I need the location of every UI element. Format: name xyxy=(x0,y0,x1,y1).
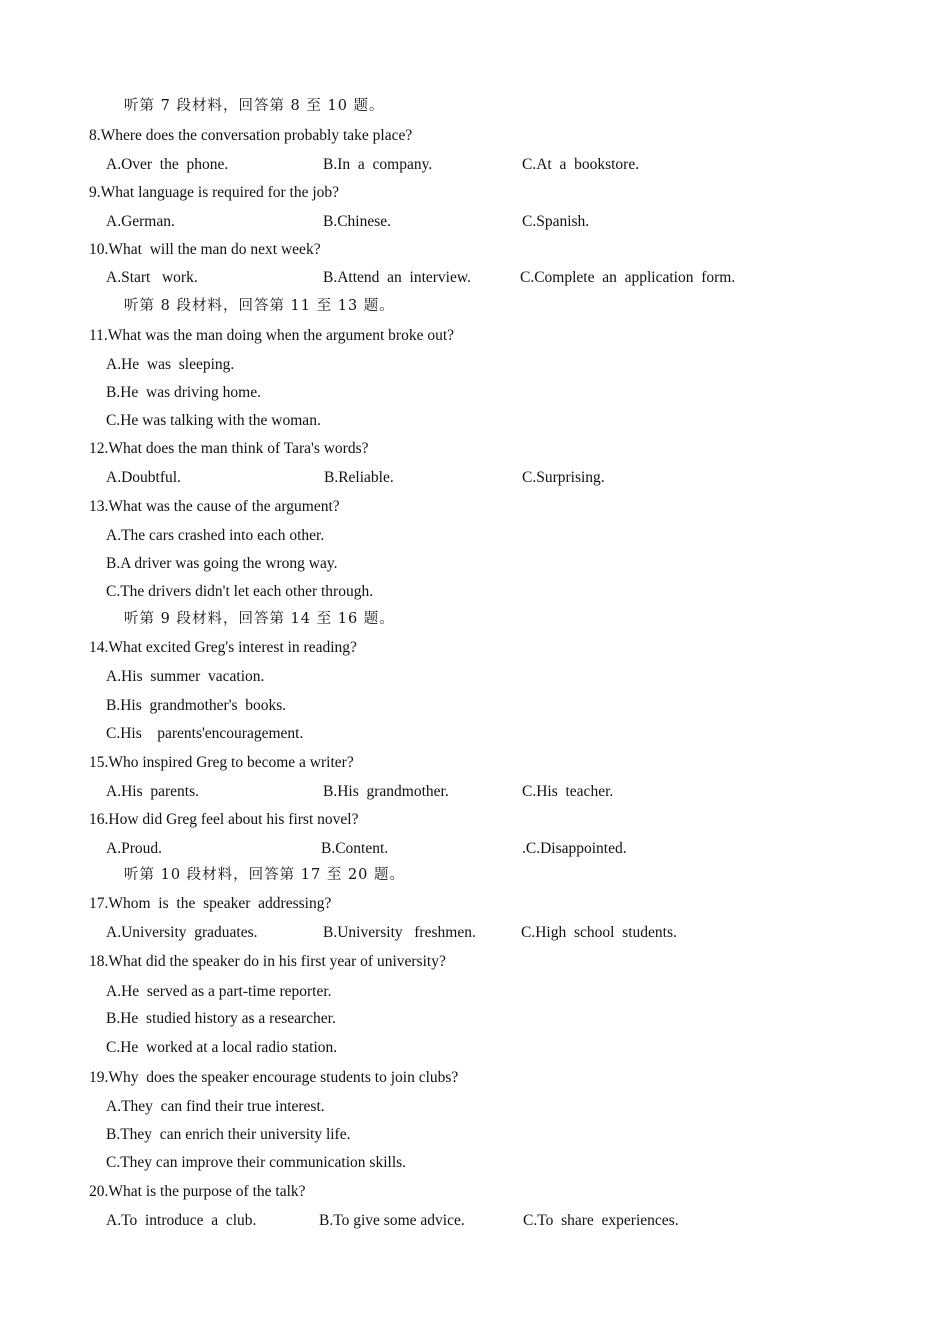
q9-option-b: B.Chinese. xyxy=(323,213,392,230)
section-header-7: 听第 7 段材料，回答第 8 至 10 题。 xyxy=(124,98,385,114)
q9-option-a: A.German. xyxy=(106,213,175,230)
section-header-8: 听第 8 段材料，回答第 11 至 13 题。 xyxy=(124,298,395,314)
q19-option-a: A.They can find their true interest. xyxy=(106,1098,325,1115)
q10-option-c: C.Complete an application form. xyxy=(520,269,736,286)
q12-option-a: A.Doubtful. xyxy=(106,469,181,486)
q12-option-b: B.Reliable. xyxy=(324,469,394,486)
q18-option-a: A.He served as a part-time reporter. xyxy=(106,983,332,1000)
q17-option-b: B.University freshmen. xyxy=(323,924,476,941)
section-header-10: 听第 10 段材料，回答第 17 至 20 题。 xyxy=(124,867,406,883)
q8-option-a: A.Over the phone. xyxy=(106,156,229,173)
q20-option-c: C.To share experiences. xyxy=(523,1212,679,1229)
q20-option-b: B.To give some advice. xyxy=(319,1212,465,1229)
q15-option-c: C.His teacher. xyxy=(522,783,614,800)
question-13: 13.What was the cause of the argument? xyxy=(89,498,340,515)
question-17: 17.Whom is the speaker addressing? xyxy=(89,895,332,912)
q18-option-b: B.He studied history as a researcher. xyxy=(106,1010,336,1027)
q18-option-c: C.He worked at a local radio station. xyxy=(106,1039,338,1056)
q16-option-a: A.Proud. xyxy=(106,840,162,857)
q13-option-c: C.The drivers didn't let each other through. xyxy=(106,583,374,600)
q16-option-b: B.Content. xyxy=(321,840,389,857)
question-10: 10.What will the man do next week? xyxy=(89,241,321,258)
q10-option-b: B.Attend an interview. xyxy=(323,269,471,286)
question-15: 15.Who inspired Greg to become a writer? xyxy=(89,754,354,771)
q16-option-c: .C.Disappointed. xyxy=(522,840,627,857)
q15-option-a: A.His parents. xyxy=(106,783,199,800)
q11-option-b: B.He was driving home. xyxy=(106,384,261,401)
q11-option-a: A.He was sleeping. xyxy=(106,356,235,373)
q17-option-c: C.High school students. xyxy=(521,924,677,941)
q19-option-b: B.They can enrich their university life. xyxy=(106,1126,351,1143)
q10-option-a: A.Start work. xyxy=(106,269,198,286)
question-16: 16.How did Greg feel about his first novel? xyxy=(89,811,359,828)
question-19: 19.Why does the speaker encourage students to join clubs? xyxy=(89,1069,459,1086)
q14-option-a: A.His summer vacation. xyxy=(106,668,265,685)
q13-option-a: A.The cars crashed into each other. xyxy=(106,527,325,544)
question-12: 12.What does the man think of Tara's words? xyxy=(89,440,369,457)
q13-option-b: B.A driver was going the wrong way. xyxy=(106,555,338,572)
q19-option-c: C.They can improve their communication skills. xyxy=(106,1154,407,1171)
section-header-9: 听第 9 段材料，回答第 14 至 16 题。 xyxy=(124,611,395,627)
q11-option-c: C.He was talking with the woman. xyxy=(106,412,321,429)
q12-option-c: C.Surprising. xyxy=(522,469,605,486)
q9-option-c: C.Spanish. xyxy=(522,213,590,230)
q15-option-b: B.His grandmother. xyxy=(323,783,449,800)
q17-option-a: A.University graduates. xyxy=(106,924,258,941)
question-8: 8.Where does the conversation probably take place? xyxy=(89,127,413,144)
question-9: 9.What language is required for the job? xyxy=(89,184,340,201)
q14-option-c: C.His parents'encouragement. xyxy=(106,725,304,742)
question-11: 11.What was the man doing when the argument broke out? xyxy=(89,327,455,344)
question-20: 20.What is the purpose of the talk? xyxy=(89,1183,306,1200)
q14-option-b: B.His grandmother's books. xyxy=(106,697,287,714)
question-14: 14.What excited Greg's interest in reading? xyxy=(89,639,357,656)
q8-option-b: B.In a company. xyxy=(323,156,433,173)
q8-option-c: C.At a bookstore. xyxy=(522,156,640,173)
question-18: 18.What did the speaker do in his first year of university? xyxy=(89,953,446,970)
q20-option-a: A.To introduce a club. xyxy=(106,1212,257,1229)
